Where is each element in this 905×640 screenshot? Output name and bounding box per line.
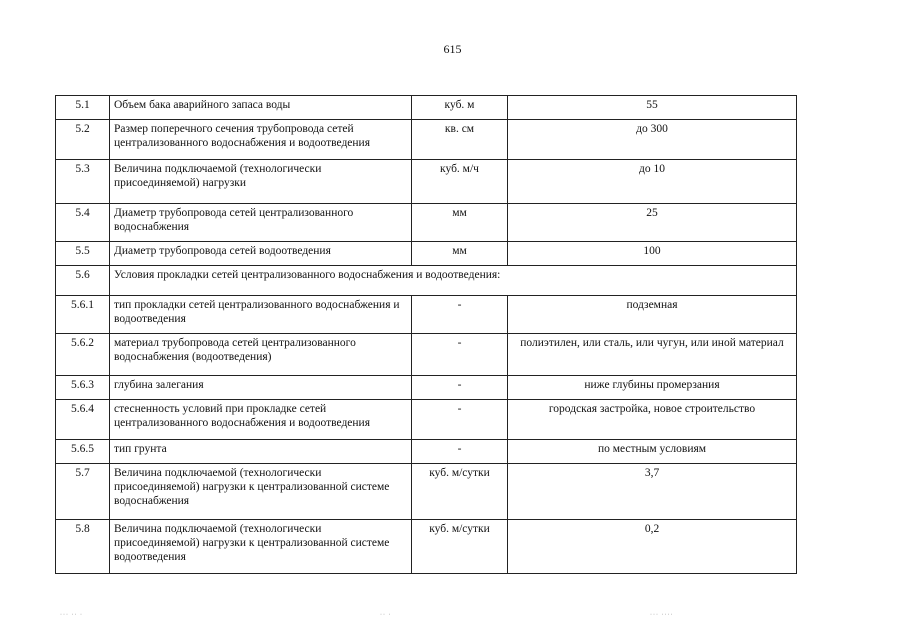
table-row	[56, 400, 797, 440]
row-value: 55	[508, 96, 797, 120]
row-number: 5.6	[56, 266, 110, 296]
row-parameter-name: материал трубопровода сетей централизованного водоснабжения (водоотведения)	[110, 334, 412, 376]
row-parameter-name: тип прокладки сетей централизованного водоснабжения и водоотведения	[110, 296, 412, 334]
row-unit: куб. м	[412, 96, 508, 120]
row-parameter-name: Диаметр трубопровода сетей централизованного водоснабжения	[110, 204, 412, 242]
row-value: до 10	[508, 160, 797, 204]
table-row	[56, 464, 797, 520]
row-unit: мм	[412, 242, 508, 266]
row-value: 0,2	[508, 520, 797, 574]
spec-table-body	[56, 96, 797, 574]
row-value: по местным условиям	[508, 440, 797, 464]
row-number: 5.2	[56, 120, 110, 160]
row-parameter-name: Величина подключаемой (технологически присоединяемой) нагрузки к централизованной системе водоотведения	[110, 520, 412, 574]
row-value: городская застройка, новое строительство	[508, 400, 797, 440]
table-row	[56, 520, 797, 574]
row-unit: -	[412, 334, 508, 376]
table-row	[56, 204, 797, 242]
row-number: 5.6.4	[56, 400, 110, 440]
row-number: 5.8	[56, 520, 110, 574]
row-value: до 300	[508, 120, 797, 160]
row-parameter-name: Величина подключаемой (технологически присоединяемой) нагрузки	[110, 160, 412, 204]
row-value: 25	[508, 204, 797, 242]
row-unit: кв. см	[412, 120, 508, 160]
table-row	[56, 376, 797, 400]
row-parameter-name: глубина залегания	[110, 376, 412, 400]
page-number: 615	[443, 42, 462, 56]
row-unit: -	[412, 440, 508, 464]
table-row	[56, 160, 797, 204]
scan-noise: ··· ····	[650, 612, 674, 618]
table-row	[56, 96, 797, 120]
table-row	[56, 120, 797, 160]
table-row	[56, 334, 797, 376]
row-section-title: Условия прокладки сетей централизованного водоснабжения и водоотведения:	[110, 266, 797, 296]
row-value: 3,7	[508, 464, 797, 520]
row-value: полиэтилен, или сталь, или чугун, или иной материал	[508, 334, 797, 376]
row-number: 5.7	[56, 464, 110, 520]
row-parameter-name: стесненность условий при прокладке сетей централизованного водоснабжения и водоотведения	[110, 400, 412, 440]
row-value: подземная	[508, 296, 797, 334]
spec-table	[55, 95, 797, 574]
table-row	[56, 242, 797, 266]
row-number: 5.3	[56, 160, 110, 204]
row-number: 5.6.2	[56, 334, 110, 376]
row-parameter-name: Объем бака аварийного запаса воды	[110, 96, 412, 120]
row-number: 5.6.3	[56, 376, 110, 400]
row-value: 100	[508, 242, 797, 266]
row-unit: -	[412, 296, 508, 334]
row-value: ниже глубины промерзания	[508, 376, 797, 400]
row-parameter-name: Величина подключаемой (технологически присоединяемой) нагрузки к централизованной системе водоснабжения	[110, 464, 412, 520]
row-number: 5.6.1	[56, 296, 110, 334]
scan-noise: ··· ·· ·	[60, 612, 83, 618]
row-unit: куб. м/сутки	[412, 520, 508, 574]
row-number: 5.5	[56, 242, 110, 266]
row-unit: -	[412, 376, 508, 400]
row-number: 5.6.5	[56, 440, 110, 464]
table-row	[56, 440, 797, 464]
row-parameter-name: тип грунта	[110, 440, 412, 464]
row-unit: мм	[412, 204, 508, 242]
row-unit: -	[412, 400, 508, 440]
row-number: 5.1	[56, 96, 110, 120]
table-row	[56, 296, 797, 334]
scan-noise: ·· ·	[380, 612, 392, 618]
row-number: 5.4	[56, 204, 110, 242]
table-row	[56, 266, 797, 296]
row-parameter-name: Диаметр трубопровода сетей водоотведения	[110, 242, 412, 266]
row-parameter-name: Размер поперечного сечения трубопровода сетей централизованного водоснабжения и водоотведения	[110, 120, 412, 160]
row-unit: куб. м/сутки	[412, 464, 508, 520]
row-unit: куб. м/ч	[412, 160, 508, 204]
